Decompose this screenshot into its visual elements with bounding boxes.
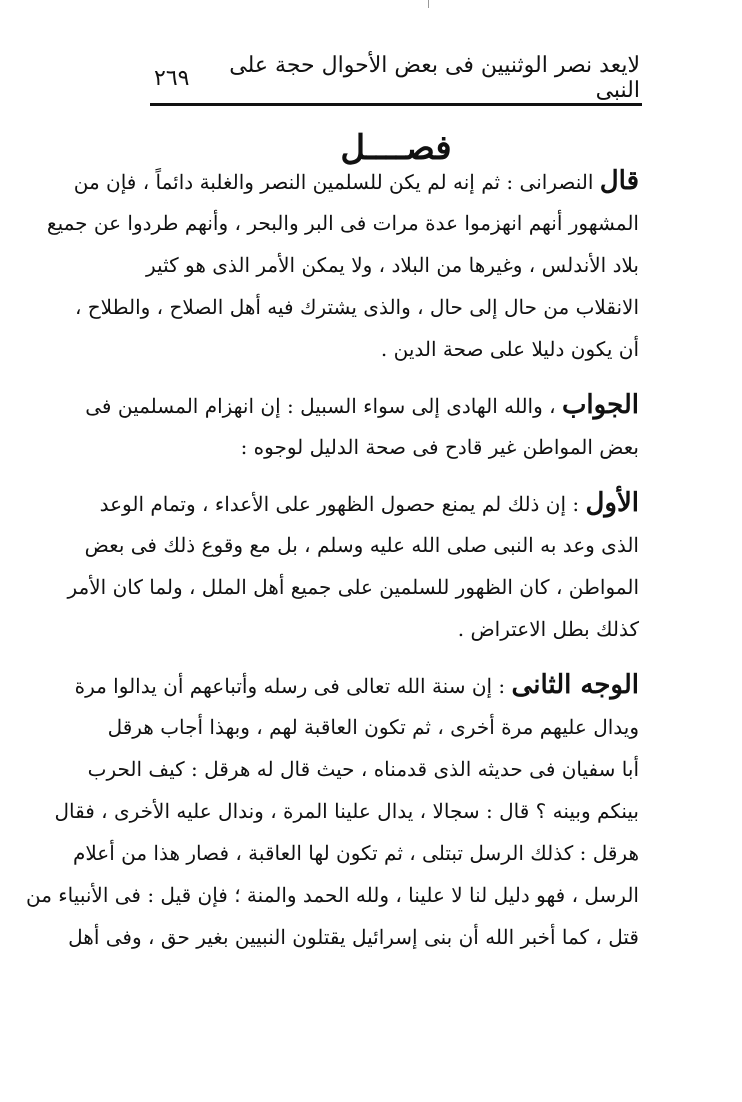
paragraph xyxy=(85,384,639,468)
text-line: الرسل ، فهو دليل لنا لا علينا ، ولله الحمد والمنة ؛ فإن قيل : فى الأنبياء من xyxy=(25,883,639,907)
page-number: ٢٦٩ xyxy=(154,65,190,91)
paragraph xyxy=(25,664,639,958)
text-line: أبا سفيان فى حديثه الذى قدمناه ، حيث قال له هرقل : كيف الحرب xyxy=(87,757,639,781)
running-header xyxy=(150,53,640,103)
text-line: بلاد الأندلس ، وغيرها من البلاد ، ولا يمكن الأمر الذى هو كثير xyxy=(146,253,639,277)
text-line: قتل ، كما أخبر الله أن بنى إسرائيل يقتلون النبيين بغير حق ، وفى أهل xyxy=(68,925,639,949)
paragraph xyxy=(46,160,639,370)
text-line: الذى وعد به النبى صلى الله عليه وسلم ، بل مع وقوع ذلك فى بعض xyxy=(84,533,639,557)
header-rule xyxy=(150,103,642,106)
text-line: الوجه الثانى : إن سنة الله تعالى فى رسله وأتباعهم أن يدالوا مرة xyxy=(74,670,639,700)
text-line: بينكم وبينه ؟ قال : سجالا ، يدال علينا المرة ، وندال عليه الأخرى ، فقال xyxy=(54,799,639,823)
text-line: المشهور أنهم انهزموا عدة مرات فى البر والبحر ، وأنهم طردوا عن جميع xyxy=(46,211,639,235)
running-title: لايعد نصر الوثنيين فى بعض الأحوال حجة على النبى xyxy=(229,53,640,103)
text-line: الجواب ، والله الهادى إلى سواء السبيل : إن انهزام المسلمين فى xyxy=(85,390,639,420)
text-line: ويدال عليهم مرة أخرى ، ثم تكون العاقبة لهم ، وبهذا أجاب هرقل xyxy=(107,715,639,739)
scan-mark xyxy=(428,0,429,8)
paragraph-lead: الأول xyxy=(585,488,639,518)
text-line: الانقلاب من حال إلى حال ، والذى يشترك فيه أهل الصلاح ، والطلاح ، xyxy=(74,295,639,319)
text-line: أن يكون دليلا على صحة الدين . xyxy=(380,337,639,361)
paragraph-lead: الوجه الثانى xyxy=(511,670,639,700)
text-line: كذلك بطل الاعتراض . xyxy=(457,617,639,641)
text-line: قال النصرانى : ثم إنه لم يكن للسلمين النصر والغلبة دائماً ، فإن من xyxy=(73,166,639,196)
paragraph xyxy=(67,482,639,650)
text-line: بعض المواطن غير قادح فى صحة الدليل لوجوه : xyxy=(240,435,639,459)
text-line: هرقل : كذلك الرسل تبتلى ، ثم تكون لها العاقبة ، فصار هذا من أعلام xyxy=(72,841,639,865)
body-text xyxy=(25,160,639,958)
text-line: الأول : إن ذلك لم يمنع حصول الظهور على الأعداء ، وتمام الوعد xyxy=(99,488,639,518)
paragraph-lead: قال xyxy=(599,166,639,196)
section-title: فصــــل xyxy=(340,128,452,168)
paragraph-lead: الجواب xyxy=(561,390,639,420)
text-line: المواطن ، كان الظهور للسلمين على جميع أهل الملل ، ولما كان الأمر xyxy=(67,575,639,599)
